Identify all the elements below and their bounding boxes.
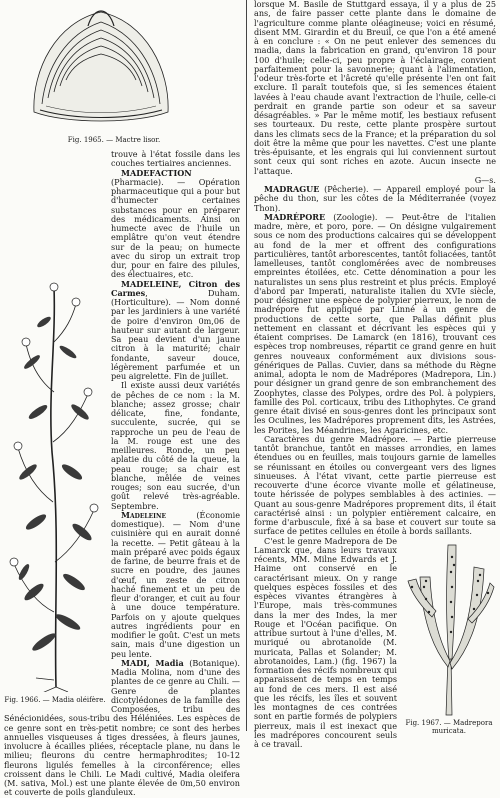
figure-caption-1966: Fig. 1966. — Madia oléifère.	[4, 696, 106, 705]
madrepora-figure-block	[402, 537, 496, 737]
madia-figure-block	[4, 282, 106, 712]
headword-madrague: MADRAGUE	[264, 184, 320, 194]
entry-madefaction	[4, 169, 240, 280]
figure-caption-1965: Fig. 1965. — Mactre lisor.	[67, 136, 161, 144]
entry-madrague	[254, 185, 496, 213]
entry-madeleine-text: , Duham. (Horticulture). — Nom donné par les jardiniers à une variété de poire d'environ 0m,06 de hauteur sur autant de largeur. Sa peau devient d'un jaune citron à la maturité; chair fondante, saveur douce, légèrement parfumée et un peu aigrelette. Fin de juillet.	[111, 287, 240, 381]
madrepora-coral-illustration	[402, 537, 496, 717]
headword-madrepore: MADRÉPORE	[264, 211, 326, 222]
entry-madrague-text: (Pêcherie). — Appareil employé pour la pêche du thon, sur les côtes de la Méditerranée (voyez Thon).	[254, 184, 496, 213]
madia-plant-illustration	[4, 282, 104, 692]
right-paragraph-caracteres: Caractères du genre Madrépore. — Partie pierreuse tantôt branchue, tantôt en masses arrondies, en lames étendues ou en feuilles, mais toujours garnie de lamelles se réunissant en étoiles ou convergeant vers des lignes sinueuses. À l'état vivant, cette partie pierreuse est recouverte d'une écorce vivante molle et gélatineuse, toute hérissée de polypes semblables à des actinies. — Quant au sous-genre Madrépores proprement dits, il était caractérisé ainsi : un polypier entièrement calcaire, en forme d'arbuscule, fixé à sa base et couvert sur toute sa surface de petites cellules en étoile à bords saillants.	[254, 433, 496, 537]
left-paragraph-0: trouve à l'état fossile dans les couches tertiaires anciennes.	[111, 149, 240, 169]
entry-madefaction-text: (Pharmacie). — Opération pharmaceutique qui a pour but d'humecter certaines substances pour en préparer des médicaments. Ainsi on humecte avec de l'huile un emplâtre qu'on veut étendre sur de la peau; on humecte avec du sirop un extrait trop dur, pour en faire des pilules, des électuaires, etc.	[111, 176, 240, 280]
entry-madeleine-cake-text: (Économie domestique). — Nom d'une cuisinière qui en aurait donné la recette. — Petit gâteau à la main préparé avec poids égaux de farine, de beurre frais et de sucre en poudre, des jaunes d'œuf, un zeste de citron haché finement et un peu de fleur d'oranger, et cuit au four à une douce température. Parfois on y ajoute quelques autres ingrédients pour en modifier le goût. C'est un mets sain, mais d'une digestion un peu lente.	[111, 509, 240, 659]
right-paragraph-genre: C'est le genre Madrepora de De Lamarck que, dans leurs travaux récents, MM. Milne Edwards et J. Haime ont conservé en le caractérisant mieux. On y range quelques espèces fossiles et des espèces vivantes étrangères à l'Europe, mais très-communes dans la mer des Indes, la mer Rouge et l'Océan pacifique. On attribue surtout à l'une d'elles, M. muriqué ou abrotanoïde (M. muricata, Pallas et Solander; M. abrotanoides, Lam.) (fig. 1967) la formation des récifs nombreux qui apparaissent de temps en temps au fond de ces mers. Il est aisé que les récifs, les îles et souvent les montagnes de ces contrées sont en partie formés de polypiers pierreux, mais il est inexact que les madrépores concourent seuls à ce travail.	[254, 535, 397, 749]
headword-madefaction: MADEFACTION	[121, 167, 192, 178]
entry-madrepore-text: (Zoologie). — Peut-être de l'italien madre, mère, et poro, pore. — On désigne vulgairement sous ce nom des productions calcaires qui se développent au fond de la mer et offrent des configurations particulières, tantôt arborescentes, tantôt foliacées, tantôt lamelleuses, tantôt conglomérées avec de nombreuses empreintes étoilées, etc. Cette dénomination a pour les naturalistes un sens plus restreint et plus précis. Employé d'abord par Imperati, naturaliste italien du XVIe siècle, pour désigner une espèce de polypier pierreux, le nom de madrépore fut appliqué par Linné à un genre de productions de cette sorte, que Pallas définit plus nettement en classant et décrivant les espèces qui y étaient comprises. De Lamarck (en 1816), trouvant ces espèces trop nombreuses, répartit ce grand genre en huit genres nouveaux conformément aux divisions sous-génériques de Pallas. Cuvier, dans sa méthode du Règne animal, adopta le nom de Madrépores (Madrepora, Lin.) pour désigner un grand genre de son embranchement des Zoophytes, classe des Polypes, ordre des Pol. à polypiers, famille des Pol. corticaux, tribu des Lithophytes. Ce grand genre était divisé en sous-genres dont les principaux sont les Oculines, les Madrépores proprement dits, les Astrées, les Porites, les Méandrines, les Agaricines, etc.	[254, 211, 496, 435]
right-paragraph-0: lorsque M. Basile de Stuttgard essaya, il y a plus de 25 ans, de faire passer cette plante dans le domaine de l'agriculture comme plante oléagineuse; voici en résumé, disent MM. Girardin et du Breuil, ce que l'on a été amené à en conclure : « On ne peut enlever des semences du madia, dans la fabrication en grand, qu'environ 18 pour 100 d'huile; celle-ci, peu propre à l'éclairage, convient parfaitement pour la savonnerie; quant à l'alimentation, l'odeur très-forte et l'âcreté qu'elle présente l'en ont fait exclure. Il paraît toutefois que, si les semences étaient lavées à l'eau chaude avant l'extraction de l'huile, celle-ci perdrait en grande partie son odeur et sa saveur désagréables. » Par le même motif, les bestiaux refusent ses tourteaux. Du reste, cette plante prospère surtout dans les climats secs de la France; et la préparation du sol doit être la même que pour les navettes. C'est une plante très-épuisante, et les engrais qui lui conviennent surtout sont ceux qui sont riches en azote. Aucun insecte ne l'attaque.	[254, 0, 496, 176]
headword-madeleine-cake: Madeleine	[121, 509, 167, 520]
left-column	[4, 0, 240, 798]
figure-caption-1967: Fig. 1967. — Madrepora muricata.	[405, 718, 493, 735]
right-column	[254, 0, 496, 749]
entry-madrepore	[254, 213, 496, 435]
column-divider	[246, 0, 247, 731]
author-signature: G—s.	[474, 174, 496, 185]
left-paragraph-peches: Il existe aussi deux variétés de pêches de ce nom : la M. blanche; assez grosse; chair délicate, fine, fondante, succulente, sucrée, qui se rapproche un peu de l'eau de la M. rouge est une des meilleures. Ronde, un peu aplatie du côté de la queue, la peau rouge; sa chair est blanche, mêlée de veines rouges; son eau sucrée, d'un goût relevé très-agréable. Septembre.	[111, 380, 240, 511]
headword-madeleine: MADELEINE, Citron des Carmes	[111, 278, 240, 298]
entry-madi-text: (Botanique). Madia Molina, nom d'une des plantes de ce genre au Chili. — Genre de plantes dicotylédones de la famille des Composées, tribu des Sénécionidées, sous-tribu des Héléniées. Les espèces de ce genre sont en très-petit nombre; ce sont des herbes annuelles visqueuses à tiges dressées, à fleurs jaunes, involucre à écailles pliées, réceptacle plane, nu dans le milieu; fleurons du centre hermaphrodites; 10-12 fleurons ligulés femelles à la circonférence; elles croissent dans le Chili. Le Madi cultivé, Madia oleifera (M. sativa, Mol.) est une plante élevée de 0m,50 environ et couverte de poils glanduleux.	[4, 657, 240, 798]
headword-madi: MADI, Madia	[121, 657, 184, 668]
